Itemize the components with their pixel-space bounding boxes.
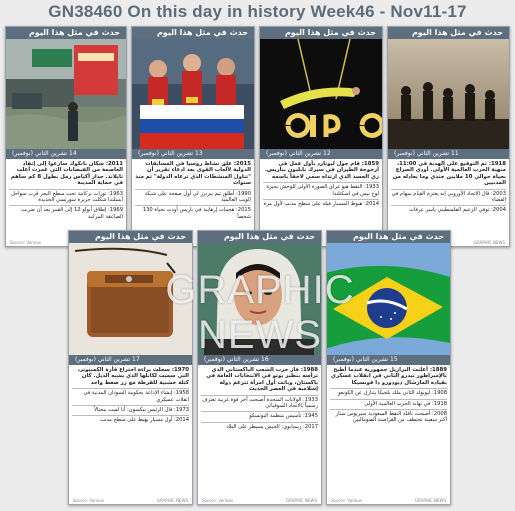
entry: 1918: في نهاية الحرب العالمية الأولى [330,399,447,407]
date-label: 12 تشرين الثاني (نوفمبر) [260,149,382,159]
lead-entry: 1918: تم التوقيع على الهدنة في 11:00، منهية الحرب العالمية الأولى. أودى الصراع بحياة حوالي 10 ملايين جندي وما يعادله من المدنيين [392,161,506,187]
card-nov-17 [68,230,193,505]
entry: 2017: زيمبابوي: الجيش يسيطر على البلاد [201,422,318,430]
entries-list [327,365,450,424]
card-header: حدث في مثل هذا اليوم [327,231,450,243]
entries-list [69,365,192,424]
watermark: GRAPHIC NEWS [165,268,355,357]
entry: 2003: قال الاتحاد الأوروبي إنه يعتزم القيام بمهام في الفضاء [391,190,506,204]
card-footer [198,496,321,504]
photo-bangkok-flood [6,39,126,149]
trapeze-circus-image [260,39,382,149]
entries-list [6,159,126,220]
card-nov-16 [197,230,322,505]
card-nov-12 [259,26,383,247]
footer-source: Source: Various [10,240,42,245]
footer-source: Source: Various [73,498,105,503]
lead-entry: 1889: أعلنت البرازيل جمهورية عندما أطيح بالإمبراطور بيدرو الثاني في انقلاب عسكري بقيادة المارشال ديودورو دا فونسيكا [331,367,447,386]
entry: 2008: أصبحت ناقلة النفط السعودية سيريوس ستار أكبر سفينة تختطف من القراصنة الصوماليين [330,409,447,424]
card-nov-15 [326,230,451,505]
card-header: حدث في مثل هذا اليوم [6,27,126,39]
entry: 1945: تأسيس منظمة اليونسكو [201,411,318,419]
card-header: حدث في مثل هذا اليوم [388,27,509,39]
lead-entry: 2011: سكان بانكوك سارعوا إلى إنقاذ العاصمة من الفيضانات التي غمرت أغلب تايلاند. جدار أكياس رمل بطول 8 كم ساهم في حماية المدينة [10,161,123,187]
footer-brand: GRAPHIC NEWS [156,498,188,503]
footer-brand: GRAPHIC NEWS [285,498,317,503]
russian-athletes-image [132,39,254,149]
entry: 1933: الولايات المتحدة أصبحت آخر قوة غربية تعترف رسمياً بالاتحاد السوفياتي [202,396,318,410]
entry: 1969: إطلاق أبولو 12 إلى القمر بعد أن ضربت الصاعقة المركبة [9,205,123,220]
card-header: حدث في مثل هذا اليوم [260,27,382,39]
brazil-flag-image [327,243,450,355]
card-header: حدث في مثل هذا اليوم [198,231,321,243]
footer-source: Source: Various [202,498,234,503]
entries-list [260,159,382,207]
entries-list [198,365,321,430]
benazir-bhutto-image [198,243,321,355]
date-label: 17 تشرين الثاني (نوفمبر) [69,355,192,365]
entry: 1990: أطلق تيم بيرنرز لي أول صفحة على شبكة الويب العالمية [135,189,251,204]
ww1-soldiers-image [388,39,509,149]
entry: 1963: ثورات بركانية تحت سطح البحر قرب سواحل أيسلندا شكلت جزيرة سورتسي الجديدة [10,190,123,204]
photo-ww1-soldiers [388,39,509,149]
entry: 2015: هجمات إرهابية في باريس أودت بحياة 130 شخصاً [135,205,251,220]
card-nov-11 [387,26,510,247]
footer-source: Source: Various [331,498,363,503]
date-label: 16 تشرين الثاني (نوفمبر) [198,355,321,365]
entry: 1973: قال الرئيس نيكسون: أنا لست محتالاً [72,405,189,413]
lead-entry: 1970: سجلت براءة اختراع فأرة الكمبيوتر، التي سميت لكابلها الذي يشبه الذيل. كان كتلة خشبية للقرطة مع زر ضغط واحد [77,367,189,386]
photo-russian-athletes [132,39,254,149]
entry: 1908: ليوبولد الثاني ملك بلجيكا يتنازل عن الكونغو [330,388,447,396]
date-label: 11 تشرين الثاني (نوفمبر) [388,149,509,159]
page-title: GN38460 On this day in history Week46 - Nov11-17 [48,2,467,21]
bangkok-flood-image [6,39,126,149]
lead-entry: 1988: فاز حزب الشعب الباكستاني الذي ترأسه بنظير بوتو في الانتخابات العامة في باكستان، وباتت أول امرأة تتزعم دولة إسلامية في العصر الحديث [206,367,318,393]
entry: 2014: أول مسبار يهبط على سطح مذنب [72,415,189,423]
card-header: حدث في مثل هذا اليوم [132,27,254,39]
lead-entry: 1859: قام جول ليوتارد بأول عمل في أرجوحة الطيران في سيرك نابليون بباريس. زي الجسد الذي ارتداه سمي لاحقاً باسمه [264,161,379,180]
card-header: حدث في مثل هذا اليوم [69,231,192,243]
card-nov-13 [131,26,255,247]
lead-entry: 2015: علق نشاط روسيا في المسابقات الدولية لألعاب القوى بعد ادعاء تقرير أن "تناول المنشطات الذي ترعاه الدولة" تم منذ سنوات [135,161,251,187]
footer-brand: GRAPHIC NEWS [414,498,446,503]
entry: 2014: هبوط المسبار فيلة على سطح مذنب لأول مرة [263,201,379,208]
date-label: 14 تشرين الثاني (نوفمبر) [6,149,126,159]
card-footer [69,496,192,504]
entries-list [132,159,254,220]
date-label: 15 تشرين الثاني (نوفمبر) [327,355,450,365]
card-nov-14 [5,26,127,247]
photo-brazil-flag [327,243,450,355]
footer-brand: GRAPHIC NEWS [473,240,505,245]
entry: 1958: إنشاء الإذاعة بحكومة السودان المدنية في انقلاب عسكري [72,388,189,403]
date-label: 13 تشرين الثاني (نوفمبر) [132,149,254,159]
entries-list [388,159,509,214]
computer-mouse-image [69,243,192,355]
photo-trapeze-circus [260,39,382,149]
entry: 2004: توفي الزعيم الفلسطيني ياسر عرفات [391,205,506,213]
photo-computer-mouse [69,243,192,355]
card-footer [327,496,450,504]
photo-benazir-bhutto [198,243,321,355]
entry: 1933: التقط هيو غراي الصورة الأولى للوحش بحيرة لوخ نيس في اسكتلندا [263,182,379,197]
